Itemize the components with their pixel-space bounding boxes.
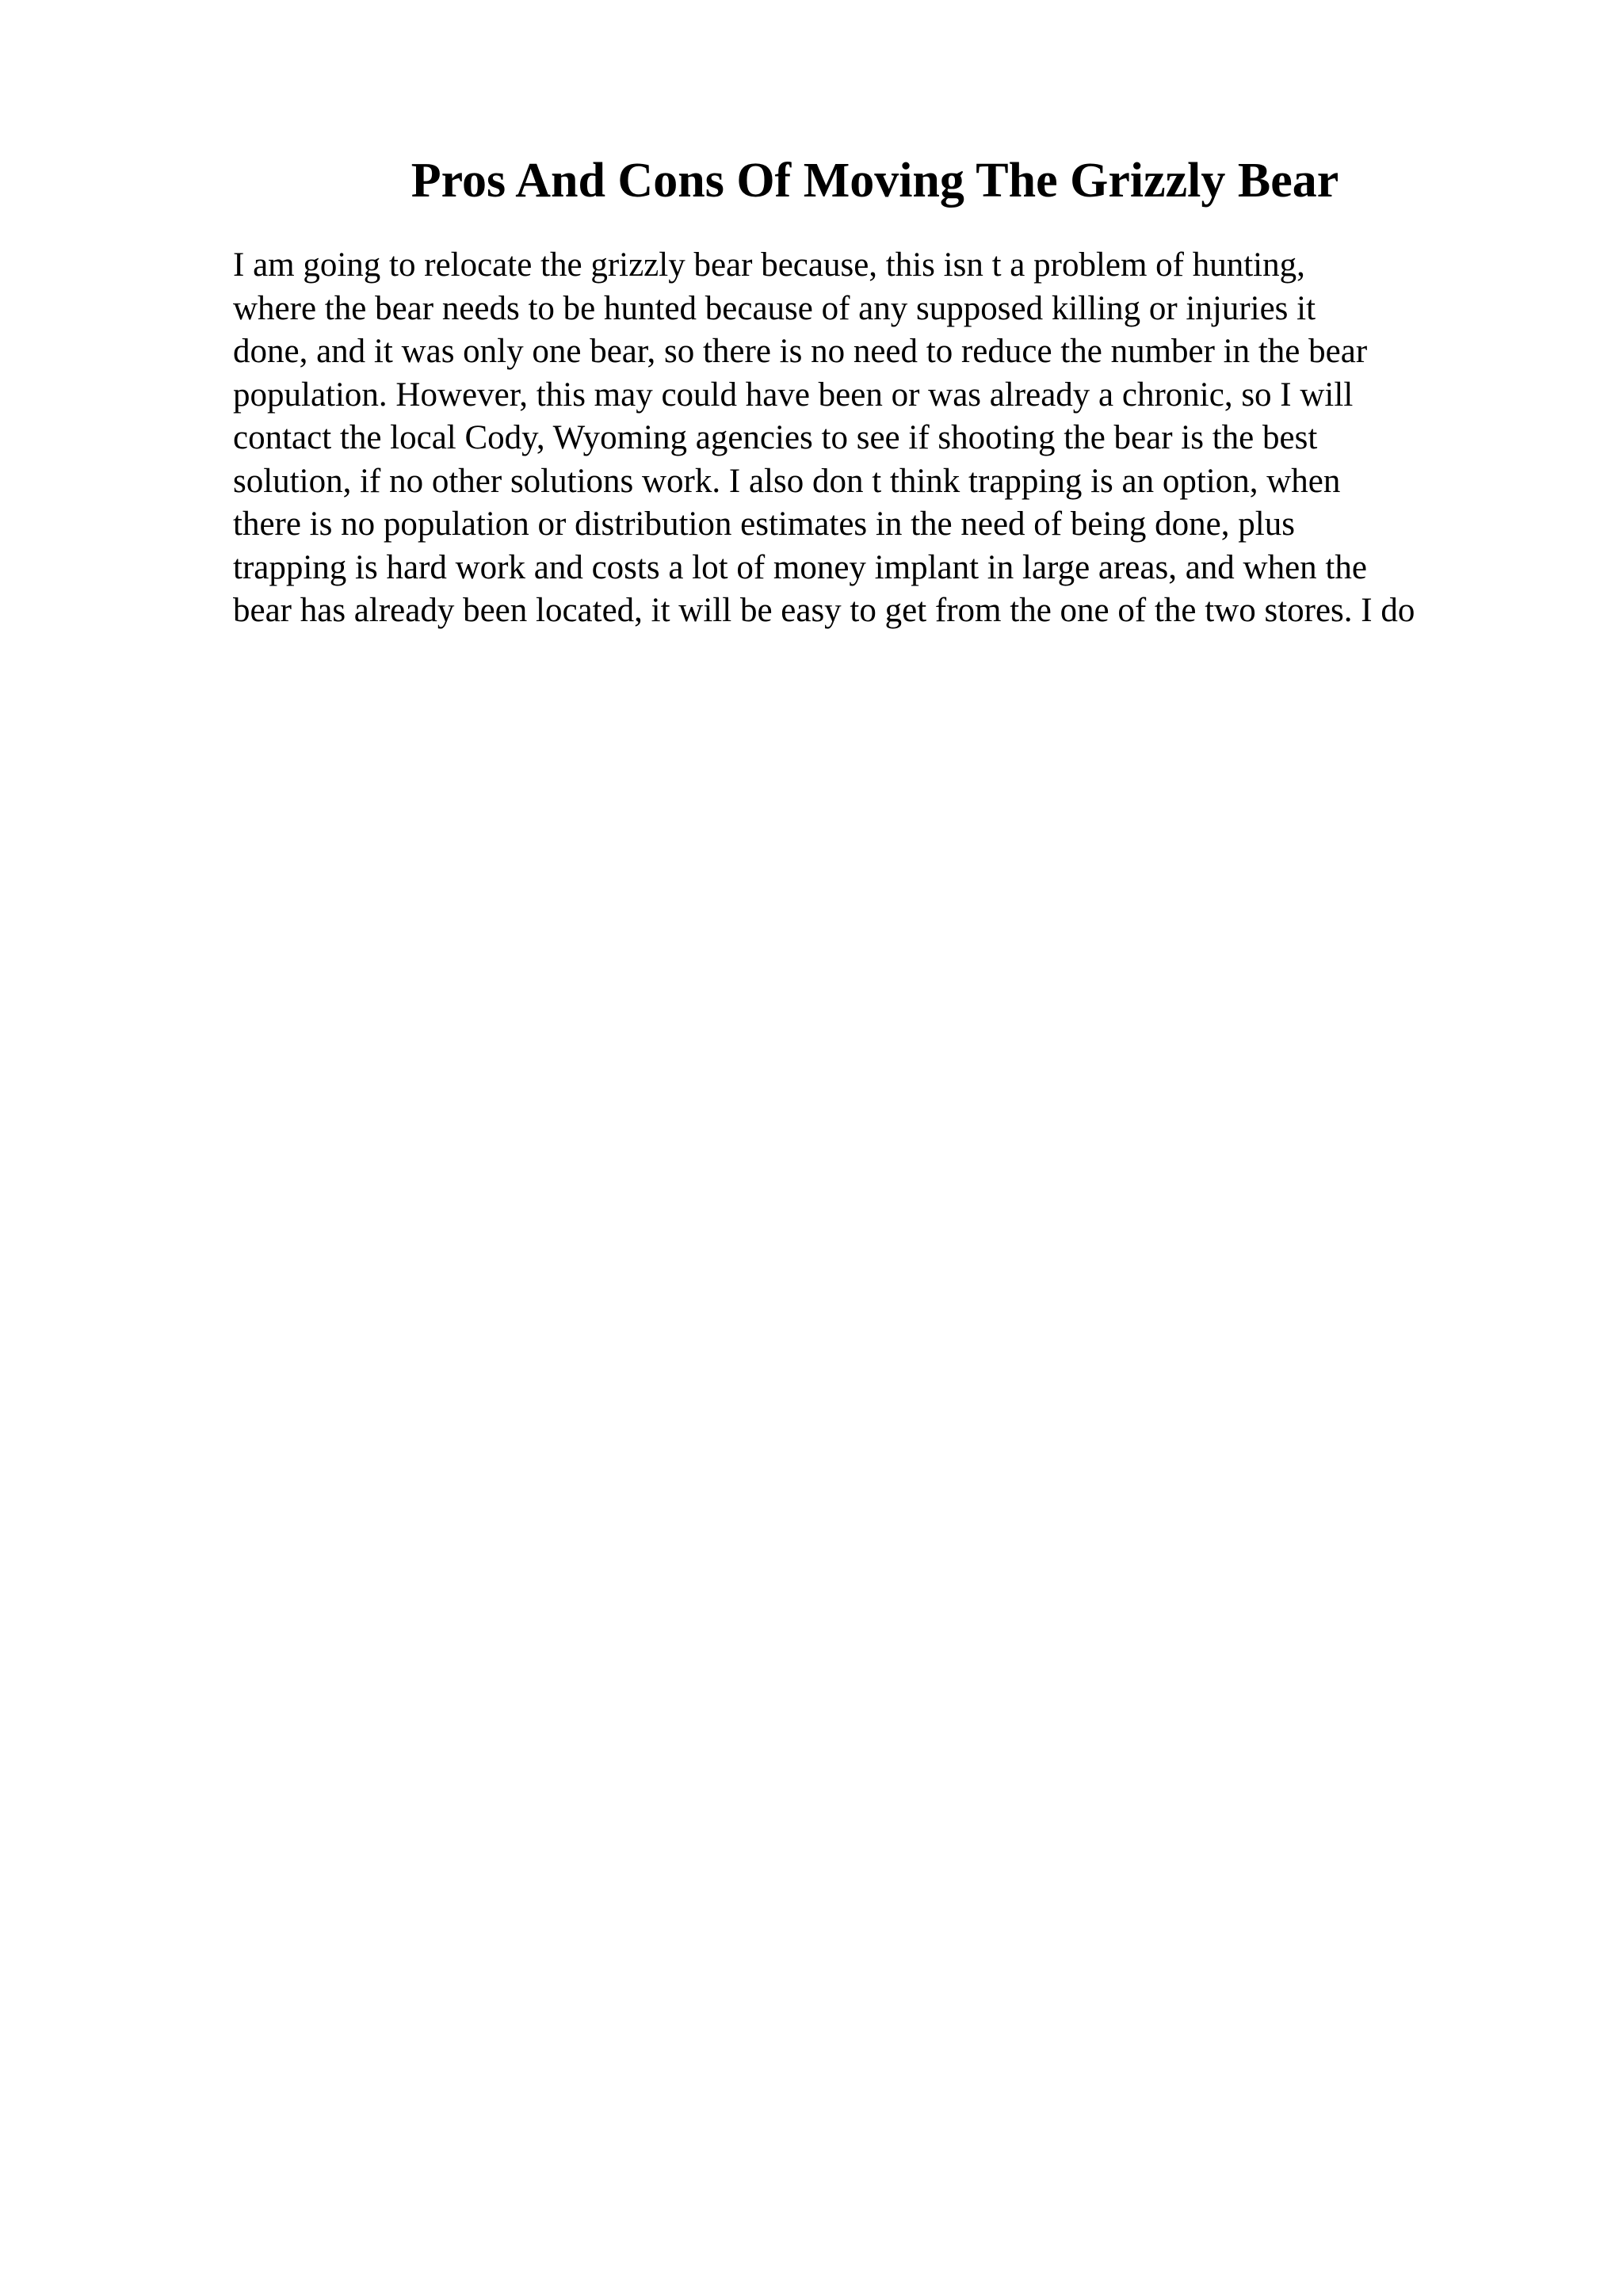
document-title: Pros And Cons Of Moving The Grizzly Bear: [411, 154, 1339, 208]
body-line: bear has already been located, it will be easy to get from the one of the two stores. I do: [233, 592, 1415, 629]
body-line: I am going to relocate the grizzly bear because, this isn t a problem of hunting,: [233, 246, 1305, 284]
body-line: there is no population or distribution estimates in the need of being done, plus: [233, 505, 1295, 543]
document-body: [233, 244, 1580, 633]
body-line: contact the local Cody, Wyoming agencies to see if shooting the bear is the best: [233, 419, 1318, 456]
body-line: population. However, this may could have been or was already a chronic, so I will: [233, 376, 1354, 414]
body-line: done, and it was only one bear, so there is no need to reduce the number in the bear: [233, 333, 1368, 370]
body-line: where the bear needs to be hunted because of any supposed killing or injuries it: [233, 289, 1316, 327]
body-line: solution, if no other solutions work. I also don t think trapping is an option, when: [233, 462, 1341, 500]
body-line: trapping is hard work and costs a lot of money implant in large areas, and when the: [233, 548, 1367, 586]
